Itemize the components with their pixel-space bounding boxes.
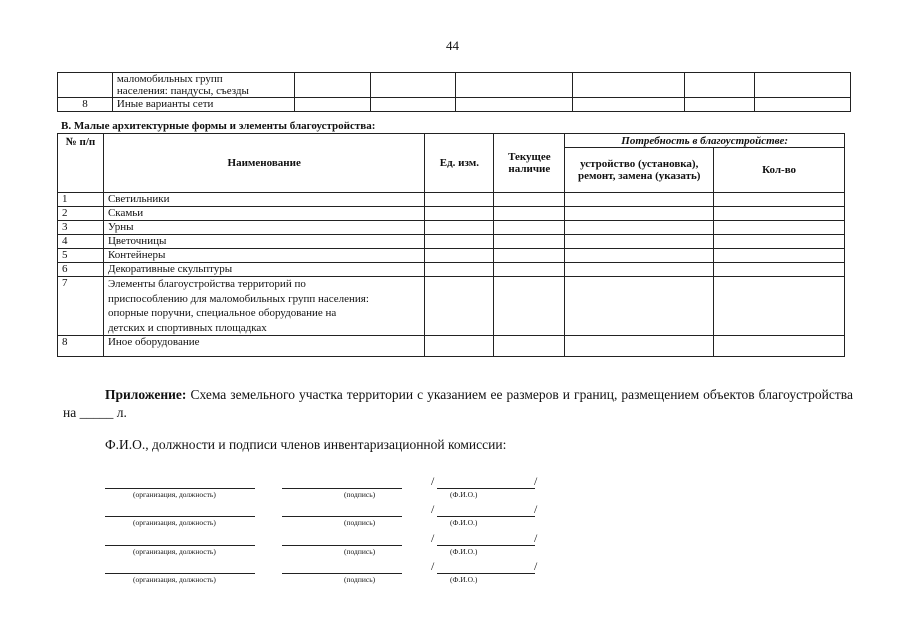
fio-caption: (Ф.И.О.) xyxy=(450,518,478,527)
org-caption: (организация, должность) xyxy=(133,575,216,584)
appendix-paragraph xyxy=(63,386,853,422)
org-caption: (организация, должность) xyxy=(133,547,216,556)
table-row xyxy=(58,207,845,221)
row-name-line: приспособлению для маломобильных групп населения: xyxy=(107,292,369,305)
row-name-line: населения: пандусы, съезды xyxy=(116,85,249,97)
row-num: 7 xyxy=(58,277,104,336)
table-row xyxy=(58,235,845,249)
table-row xyxy=(58,336,845,357)
sign-caption: (подпись) xyxy=(344,547,376,556)
row-name-line: Элементы благоустройства территорий по xyxy=(107,278,306,290)
slash-right: / xyxy=(534,502,538,516)
slash-left: / xyxy=(431,474,435,488)
sign-caption: (подпись) xyxy=(344,575,376,584)
row-num: 6 xyxy=(58,263,104,277)
slash-left: / xyxy=(431,531,435,545)
org-caption: (организация, должность) xyxy=(133,490,216,499)
row-num xyxy=(58,73,113,98)
col-header-current: Текущее наличие xyxy=(494,134,565,193)
slash-right: / xyxy=(534,531,538,545)
sign-line xyxy=(282,516,402,517)
sign-line xyxy=(282,545,402,546)
table-row xyxy=(58,277,845,336)
row-name: Иное оборудование xyxy=(103,336,425,357)
sign-line xyxy=(282,488,402,489)
section-title: В. Малые архитектурные формы и элементы благоустройства: xyxy=(61,120,376,132)
sign-caption: (подпись) xyxy=(344,518,376,527)
row-num: 4 xyxy=(58,235,104,249)
row-name: Цветочницы xyxy=(103,235,425,249)
appendix-label: Приложение: xyxy=(105,387,187,402)
table-row xyxy=(58,249,845,263)
page-number: 44 xyxy=(446,38,459,53)
commission-text: Ф.И.О., должности и подписи членов инвентаризационной комиссии: xyxy=(105,437,507,452)
row-num: 2 xyxy=(58,207,104,221)
row-name: Иные варианты сети xyxy=(112,98,294,112)
org-line xyxy=(105,545,255,546)
col-header-need: Потребность в благоустройстве: xyxy=(565,134,845,148)
row-num: 8 xyxy=(58,98,113,112)
col-header-qty: Кол-во xyxy=(714,148,845,193)
row-num: 8 xyxy=(58,336,104,357)
table-row xyxy=(58,193,845,207)
slash-right: / xyxy=(534,474,538,488)
col-header-unit: Ед. изм. xyxy=(425,134,494,193)
fio-caption: (Ф.И.О.) xyxy=(450,575,478,584)
row-num: 3 xyxy=(58,221,104,235)
col-header-name: Наименование xyxy=(103,134,425,193)
fio-line xyxy=(437,545,535,546)
row-name-line: опорные поручни, специальное оборудование на xyxy=(107,307,337,319)
fio-line xyxy=(437,488,535,489)
elements-table xyxy=(57,133,845,357)
table-row xyxy=(58,73,851,98)
row-name: Светильники xyxy=(103,193,425,207)
fio-caption: (Ф.И.О.) xyxy=(450,547,478,556)
row-name: Контейнеры xyxy=(103,249,425,263)
org-line xyxy=(105,488,255,489)
row-name: Скамьи xyxy=(103,207,425,221)
fio-caption: (Ф.И.О.) xyxy=(450,490,478,499)
org-line xyxy=(105,516,255,517)
sign-caption: (подпись) xyxy=(344,490,376,499)
fio-line xyxy=(437,516,535,517)
table-row xyxy=(58,98,851,112)
col-header-num: № п/п xyxy=(58,134,104,193)
org-line xyxy=(105,573,255,574)
row-name-line: маломобильных групп xyxy=(116,73,223,85)
slash-left: / xyxy=(431,502,435,516)
row-name xyxy=(103,277,425,336)
col-header-device: устройство (установка), ремонт, замена (указать) xyxy=(565,148,714,193)
row-name: Урны xyxy=(103,221,425,235)
row-num: 1 xyxy=(58,193,104,207)
fio-line xyxy=(437,573,535,574)
org-caption: (организация, должность) xyxy=(133,518,216,527)
row-name: Декоративные скульптуры xyxy=(103,263,425,277)
table-row xyxy=(58,221,845,235)
row-num: 5 xyxy=(58,249,104,263)
sign-line xyxy=(282,573,402,574)
continuation-table xyxy=(57,72,851,112)
table-row xyxy=(58,263,845,277)
slash-left: / xyxy=(431,559,435,573)
appendix-text: Схема земельного участка территории с указанием ее размеров и границ, размещением объектов благоустройства на _____ л. xyxy=(63,387,853,420)
slash-right: / xyxy=(534,559,538,573)
row-name-line: детских и спортивных площадках xyxy=(107,321,267,334)
row-name xyxy=(112,73,294,98)
